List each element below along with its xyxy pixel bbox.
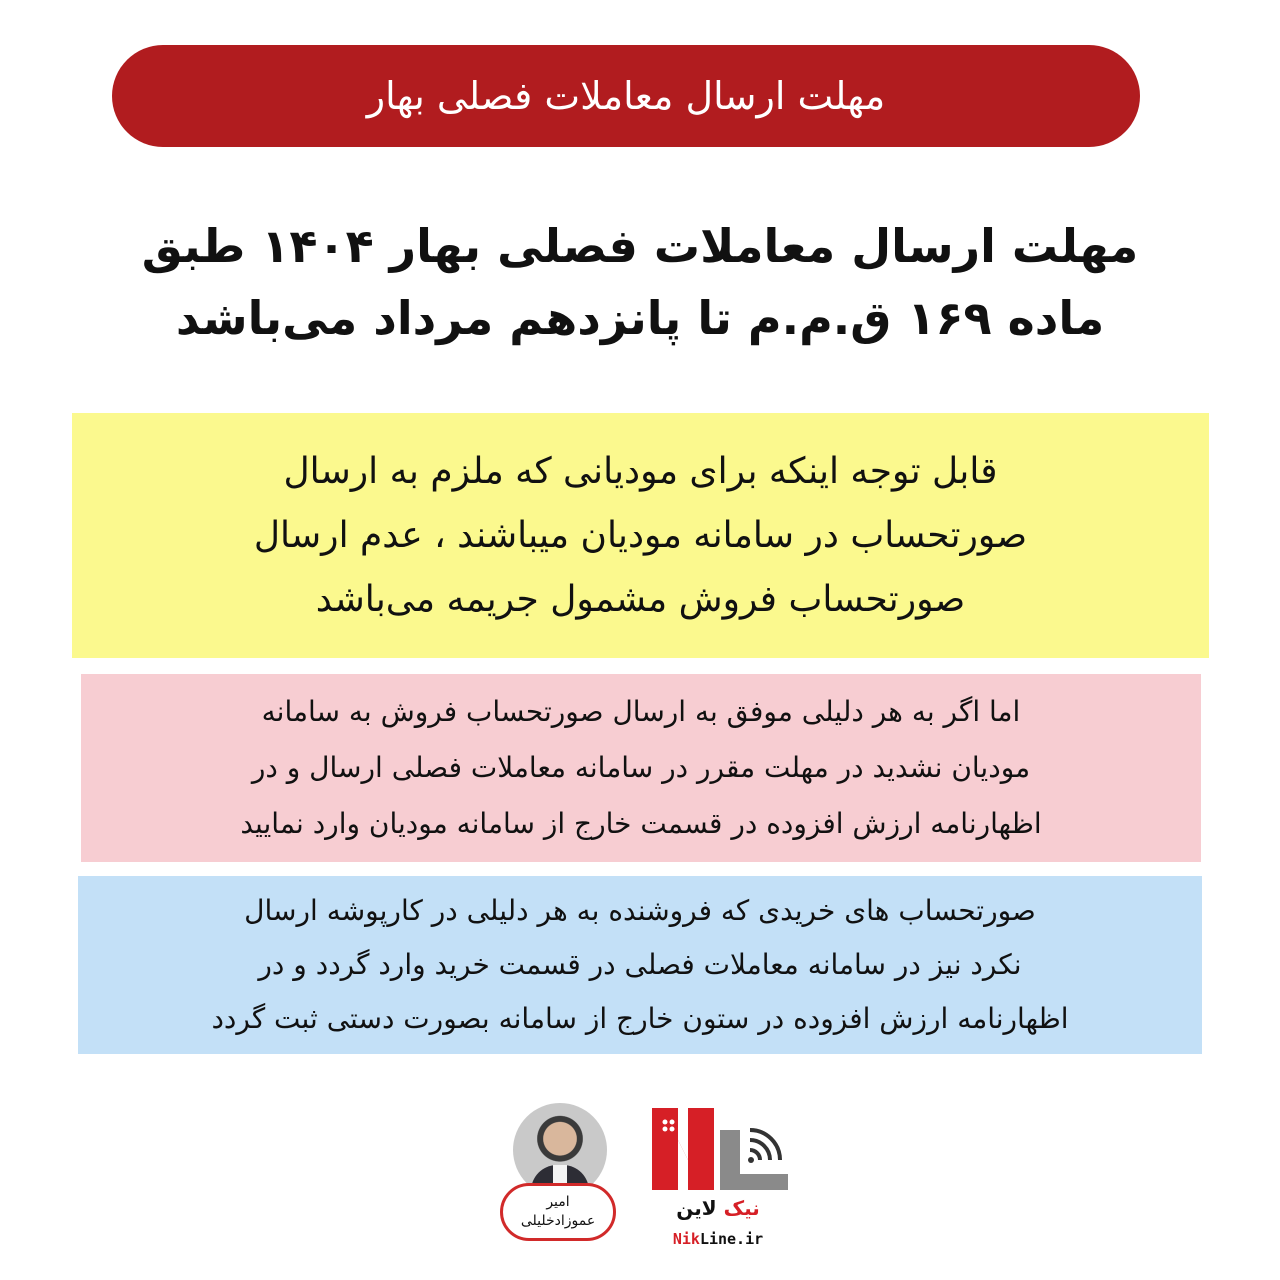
logo-name-red: نیک bbox=[723, 1196, 760, 1220]
logo-domain bbox=[648, 1230, 788, 1248]
logo-persian-name bbox=[648, 1196, 788, 1220]
penalty-notice-line-1: قابل توجه اینکه برای مودیانی که ملزم به ارسال bbox=[283, 450, 998, 492]
title-banner bbox=[112, 45, 1140, 147]
logo-domain-red: Nik bbox=[672, 1230, 700, 1248]
logo-domain-black: Line.ir bbox=[699, 1230, 764, 1248]
author-name-badge bbox=[500, 1183, 616, 1241]
headline-line-2: ماده ۱۶۹ ق.م.م تا پانزدهم مرداد می‌باشد bbox=[175, 291, 1105, 345]
logo-name-black: لاین bbox=[676, 1196, 717, 1220]
headline bbox=[100, 210, 1180, 354]
penalty-notice-line-2: صورتحساب در سامانه مودیان میباشند ، عدم ارسال bbox=[253, 514, 1028, 556]
penalty-notice bbox=[72, 413, 1209, 658]
title-banner-text: مهلت ارسال معاملات فصلی بهار bbox=[366, 74, 886, 118]
nikline-logo bbox=[648, 1100, 808, 1256]
author-last-name: عموزادخلیلی bbox=[520, 1213, 596, 1229]
sales-invoice-notice bbox=[81, 674, 1201, 862]
purchase-invoice-notice-line-2: نکرد نیز در سامانه معاملات فصلی در قسمت خرید وارد گردد و در bbox=[258, 948, 1022, 981]
purchase-invoice-notice bbox=[78, 876, 1202, 1054]
purchase-invoice-notice-line-1: صورتحساب های خریدی که فروشنده به هر دلیلی در کارپوشه ارسال bbox=[244, 894, 1036, 927]
author-first-name: امیر bbox=[546, 1194, 570, 1210]
penalty-notice-line-3: صورتحساب فروش مشمول جریمه می‌باشد bbox=[315, 578, 966, 620]
purchase-invoice-notice-line-3: اظهارنامه ارزش افزوده در ستون خارج از سامانه بصورت دستی ثبت گردد bbox=[211, 1002, 1069, 1035]
sales-invoice-notice-line-3: اظهارنامه ارزش افزوده در قسمت خارج از سامانه مودیان وارد نمایید bbox=[240, 807, 1042, 840]
author-card bbox=[496, 1103, 626, 1253]
headline-line-1: مهلت ارسال معاملات فصلی بهار ۱۴۰۴ طبق bbox=[141, 219, 1139, 273]
nikline-logo-icon bbox=[648, 1100, 798, 1200]
sales-invoice-notice-line-1: اما اگر به هر دلیلی موفق به ارسال صورتحساب فروش به سامانه bbox=[261, 695, 1021, 728]
sales-invoice-notice-line-2: مودیان نشدید در مهلت مقرر در سامانه معاملات فصلی ارسال و در bbox=[251, 751, 1031, 784]
